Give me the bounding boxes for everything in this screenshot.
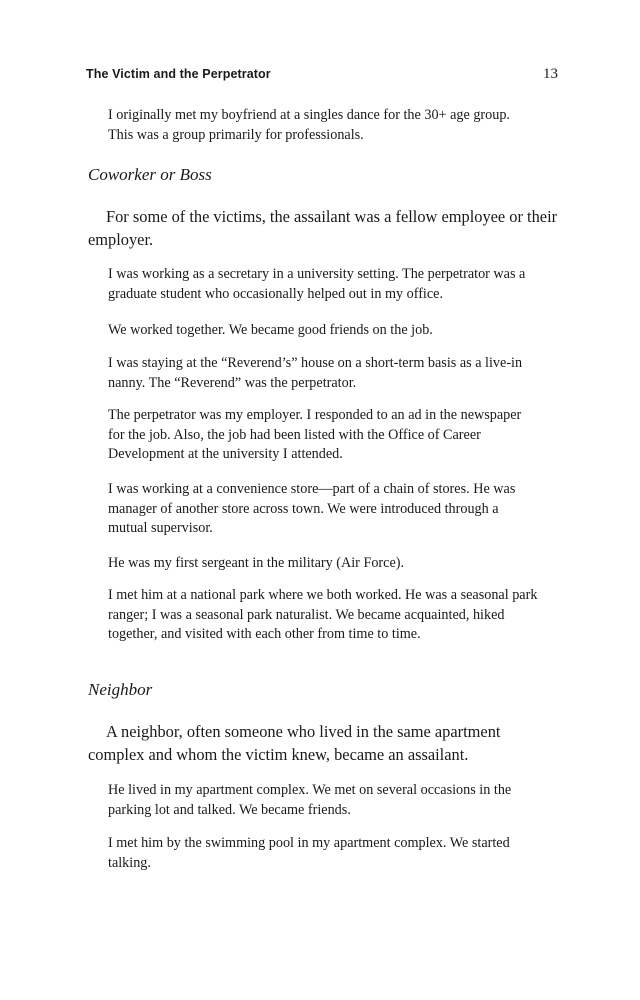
- section-heading-neighbor: Neighbor: [88, 680, 153, 699]
- page-number: 13: [543, 66, 558, 82]
- quote-coworker-4: The perpetrator was my employer. I responded to an ad in the newspaper for the job. Also, the job had been listed with the Office of Career Development at the university I attended.: [108, 407, 522, 462]
- intro-quote: I originally met my boyfriend at a singles dance for the 30+ age group. This was a group primarily for professionals.: [108, 107, 510, 143]
- quote-coworker-3: I was staying at the “Reverend’s” house on a short-term basis as a live-in nanny. The “Reverend” was the perpetrator.: [108, 355, 523, 391]
- running-title: The Victim and the Perpetrator: [86, 67, 271, 81]
- quote-neighbor-1: He lived in my apartment complex. We met on several occasions in the parking lot and talked. We became friends.: [108, 782, 512, 818]
- quote-coworker-1: I was working as a secretary in a university setting. The perpetrator was a graduate student who occasionally helped out in my office.: [108, 266, 526, 302]
- quote-coworker-2: We worked together. We became good friends on the job.: [108, 322, 433, 338]
- running-head: [86, 66, 558, 86]
- section-heading-coworker: Coworker or Boss: [88, 165, 212, 184]
- section-paragraph-neighbor: A neighbor, often someone who lived in the same apartment complex and whom the victim knew, became an assailant.: [88, 722, 501, 764]
- section-paragraph-coworker: For some of the victims, the assailant was a fellow employee or their employer.: [88, 207, 558, 249]
- quote-coworker-7: I met him at a national park where we both worked. He was a seasonal park ranger; I was a seasonal park naturalist. We became acquainted, hiked together, and visited with each other from time to time.: [108, 587, 538, 642]
- quote-coworker-6: He was my first sergeant in the military (Air Force).: [108, 555, 405, 571]
- quote-neighbor-2: I met him by the swimming pool in my apartment complex. We started talking.: [108, 835, 510, 871]
- quote-coworker-5: I was working at a convenience store—part of a chain of stores. He was manager of another store across town. We were introduced through a mutual supervisor.: [108, 481, 516, 536]
